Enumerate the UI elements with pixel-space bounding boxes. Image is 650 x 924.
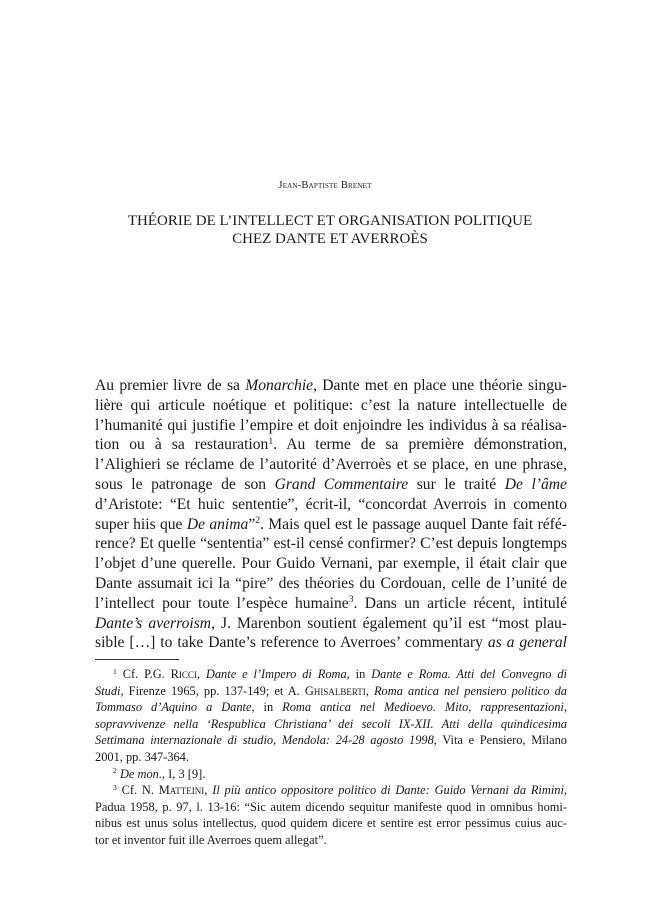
- small-caps-name: Ricci: [170, 667, 197, 681]
- text-run: Cf. P.G.: [116, 667, 171, 681]
- body-line: [95, 376, 567, 396]
- text-run: l’Alighieri se réclame de l’autorité d’Averroès et se place, en une phrase,: [95, 456, 567, 474]
- body-line: [95, 455, 567, 475]
- text-run: , Firenze 1965, pp. 137-149; et A.: [120, 683, 305, 698]
- text-run: ,: [196, 667, 206, 681]
- footnote-line: [95, 782, 567, 799]
- body-line: [95, 554, 567, 574]
- text-run: super hiis que: [95, 515, 187, 533]
- text-run: sous le patronage de son: [95, 475, 275, 493]
- body-line: [95, 495, 567, 515]
- italic-text: Il più antico oppositore politico di Dante: Guido Vernani da Rimini: [212, 783, 564, 798]
- chapter-title-line-2: CHEZ DANTE ET AVERROÈS: [232, 231, 428, 247]
- italic-text: Settimana internazionale di studio, Mendola: 24-28 agosto 1998: [95, 733, 434, 748]
- italic-text: Roma antica nel Medioevo. Mito, rappresentazioni,: [282, 700, 567, 715]
- text-run: . Mais quel est le passage auquel Dante fait réfé-: [260, 515, 567, 533]
- footnote-line: [95, 799, 567, 816]
- italic-text: sopravvivenze nella ‘Respublica Christiana’ dei secoli IX-XII. Atti della quindicesima: [95, 716, 567, 731]
- footnote-line: [95, 666, 567, 683]
- footnote-line: [95, 732, 567, 749]
- italic-text: De mon.: [119, 766, 162, 781]
- italic-text: Studi: [95, 683, 121, 698]
- footnote-line: [95, 716, 567, 733]
- text-run: ,: [365, 683, 374, 698]
- text-run: d’Aristote: “Et huic sententie”, écrit-il, “concordat Averrois in comento: [95, 495, 567, 513]
- italic-text: as a general: [487, 634, 567, 652]
- footnote-ref: 3: [113, 782, 117, 792]
- body-line: [95, 534, 567, 554]
- italic-text: De anima: [186, 515, 249, 533]
- italic-text: Dante e l’Impero di Roma: [205, 667, 347, 681]
- text-run: nibus est unus solus intellectus, quod quidem dicere et sentire est error pessimus cuius auc-: [95, 816, 567, 831]
- footnote-ref: 3: [348, 594, 354, 606]
- text-run: 2001, pp. 347-364.: [95, 749, 189, 764]
- footnote-line: [95, 832, 567, 849]
- text-run: rence? Et quelle “sententia” est-il censé confirmer? C’est depuis longtemps: [95, 535, 567, 553]
- author-name-text: Jean-Baptiste Brenet: [278, 180, 372, 191]
- body-line: [95, 396, 567, 416]
- text-run: Cf. N.: [116, 783, 159, 798]
- footnote-line: [95, 683, 567, 700]
- text-run: , Vita e Pensiero, Milano: [433, 733, 567, 748]
- text-run: ,: [204, 783, 213, 798]
- text-run: Dante assumait ici la “pire” des théories du Cordouan, celle de l’unité de: [95, 574, 567, 592]
- small-caps-name: Matteini: [158, 783, 205, 798]
- text-run: ”: [248, 515, 256, 533]
- italic-text: Roma antica nel pensiero politico da: [373, 683, 567, 698]
- body-line: [95, 416, 567, 436]
- text-run: tion ou à sa restauration: [95, 436, 269, 454]
- text-run: sur le traité: [408, 475, 505, 493]
- text-run: lière qui articule noétique et politique: c’est la nature intellectuelle de: [95, 396, 567, 414]
- text-run: , Dante met en place une théorie singu-: [313, 377, 567, 394]
- text-run: , J. Marenbon soutient également qu’il est “most plau-: [211, 614, 567, 632]
- text-run: Padua 1958, p. 97, l. 13-16: “Sic autem dicendo sequitur manifeste quod in omnibus homi-: [95, 799, 567, 814]
- italic-text: Dante e Roma. Atti del Convegno di: [371, 667, 567, 681]
- footnote-line: [95, 749, 567, 766]
- body-line: [95, 614, 567, 634]
- body-line: [95, 475, 567, 495]
- text-run: Au premier livre de sa: [95, 377, 246, 394]
- author-name: [0, 176, 650, 192]
- footnotes: [95, 666, 567, 849]
- small-caps-name: Ghisalberti: [304, 683, 366, 698]
- text-run: . Dans un article récent, intitulé: [353, 594, 567, 612]
- italic-text: Dante’s averroism: [95, 614, 212, 632]
- footnote-ref: 1: [113, 666, 117, 676]
- body-line: [95, 633, 567, 653]
- body-line: [95, 435, 567, 455]
- chapter-title: [95, 212, 565, 248]
- footnote-ref: 1: [268, 436, 274, 448]
- italic-text: Grand Commentaire: [274, 475, 409, 493]
- body-line: [95, 594, 567, 614]
- text-run: ,: [563, 783, 568, 798]
- text-run: l’humanité qui justifie l’empire et doit enjoindre les individus à sa réalisa-: [95, 416, 567, 434]
- body-line: [95, 574, 567, 594]
- text-run: . Au terme de sa première démonstration,: [273, 436, 567, 454]
- italic-text: Monarchie: [245, 377, 314, 394]
- footnote-separator: [95, 659, 179, 660]
- text-run: , I, 3 [9].: [161, 766, 206, 781]
- footnote-ref: 2: [113, 766, 117, 776]
- body-line: [95, 515, 567, 535]
- text-run: , in: [346, 667, 372, 681]
- italic-text: Tommaso d’Aquino a Dante: [95, 700, 252, 715]
- text-run: tor et inventor fuit ille Averroes quem allegat”.: [95, 832, 327, 847]
- text-run: l’intellect pour toute l’espèce humaine: [95, 594, 349, 612]
- text-run: l’objet d’une querelle. Pour Guido Vernani, par exemple, il était clair que: [95, 555, 567, 573]
- footnote-line: [95, 766, 567, 783]
- chapter-title-line-1: THÉORIE DE L’INTELLECT ET ORGANISATION POLITIQUE: [127, 213, 533, 229]
- text-run: sible […] to take Dante’s reference to Averroes’ commentary: [95, 634, 488, 652]
- footnote-line: [95, 699, 567, 716]
- body-text: [95, 376, 567, 653]
- text-run: , in: [251, 700, 283, 715]
- footnote-line: [95, 815, 567, 832]
- italic-text: De l’âme: [504, 475, 567, 493]
- footnote-ref: 2: [255, 515, 261, 527]
